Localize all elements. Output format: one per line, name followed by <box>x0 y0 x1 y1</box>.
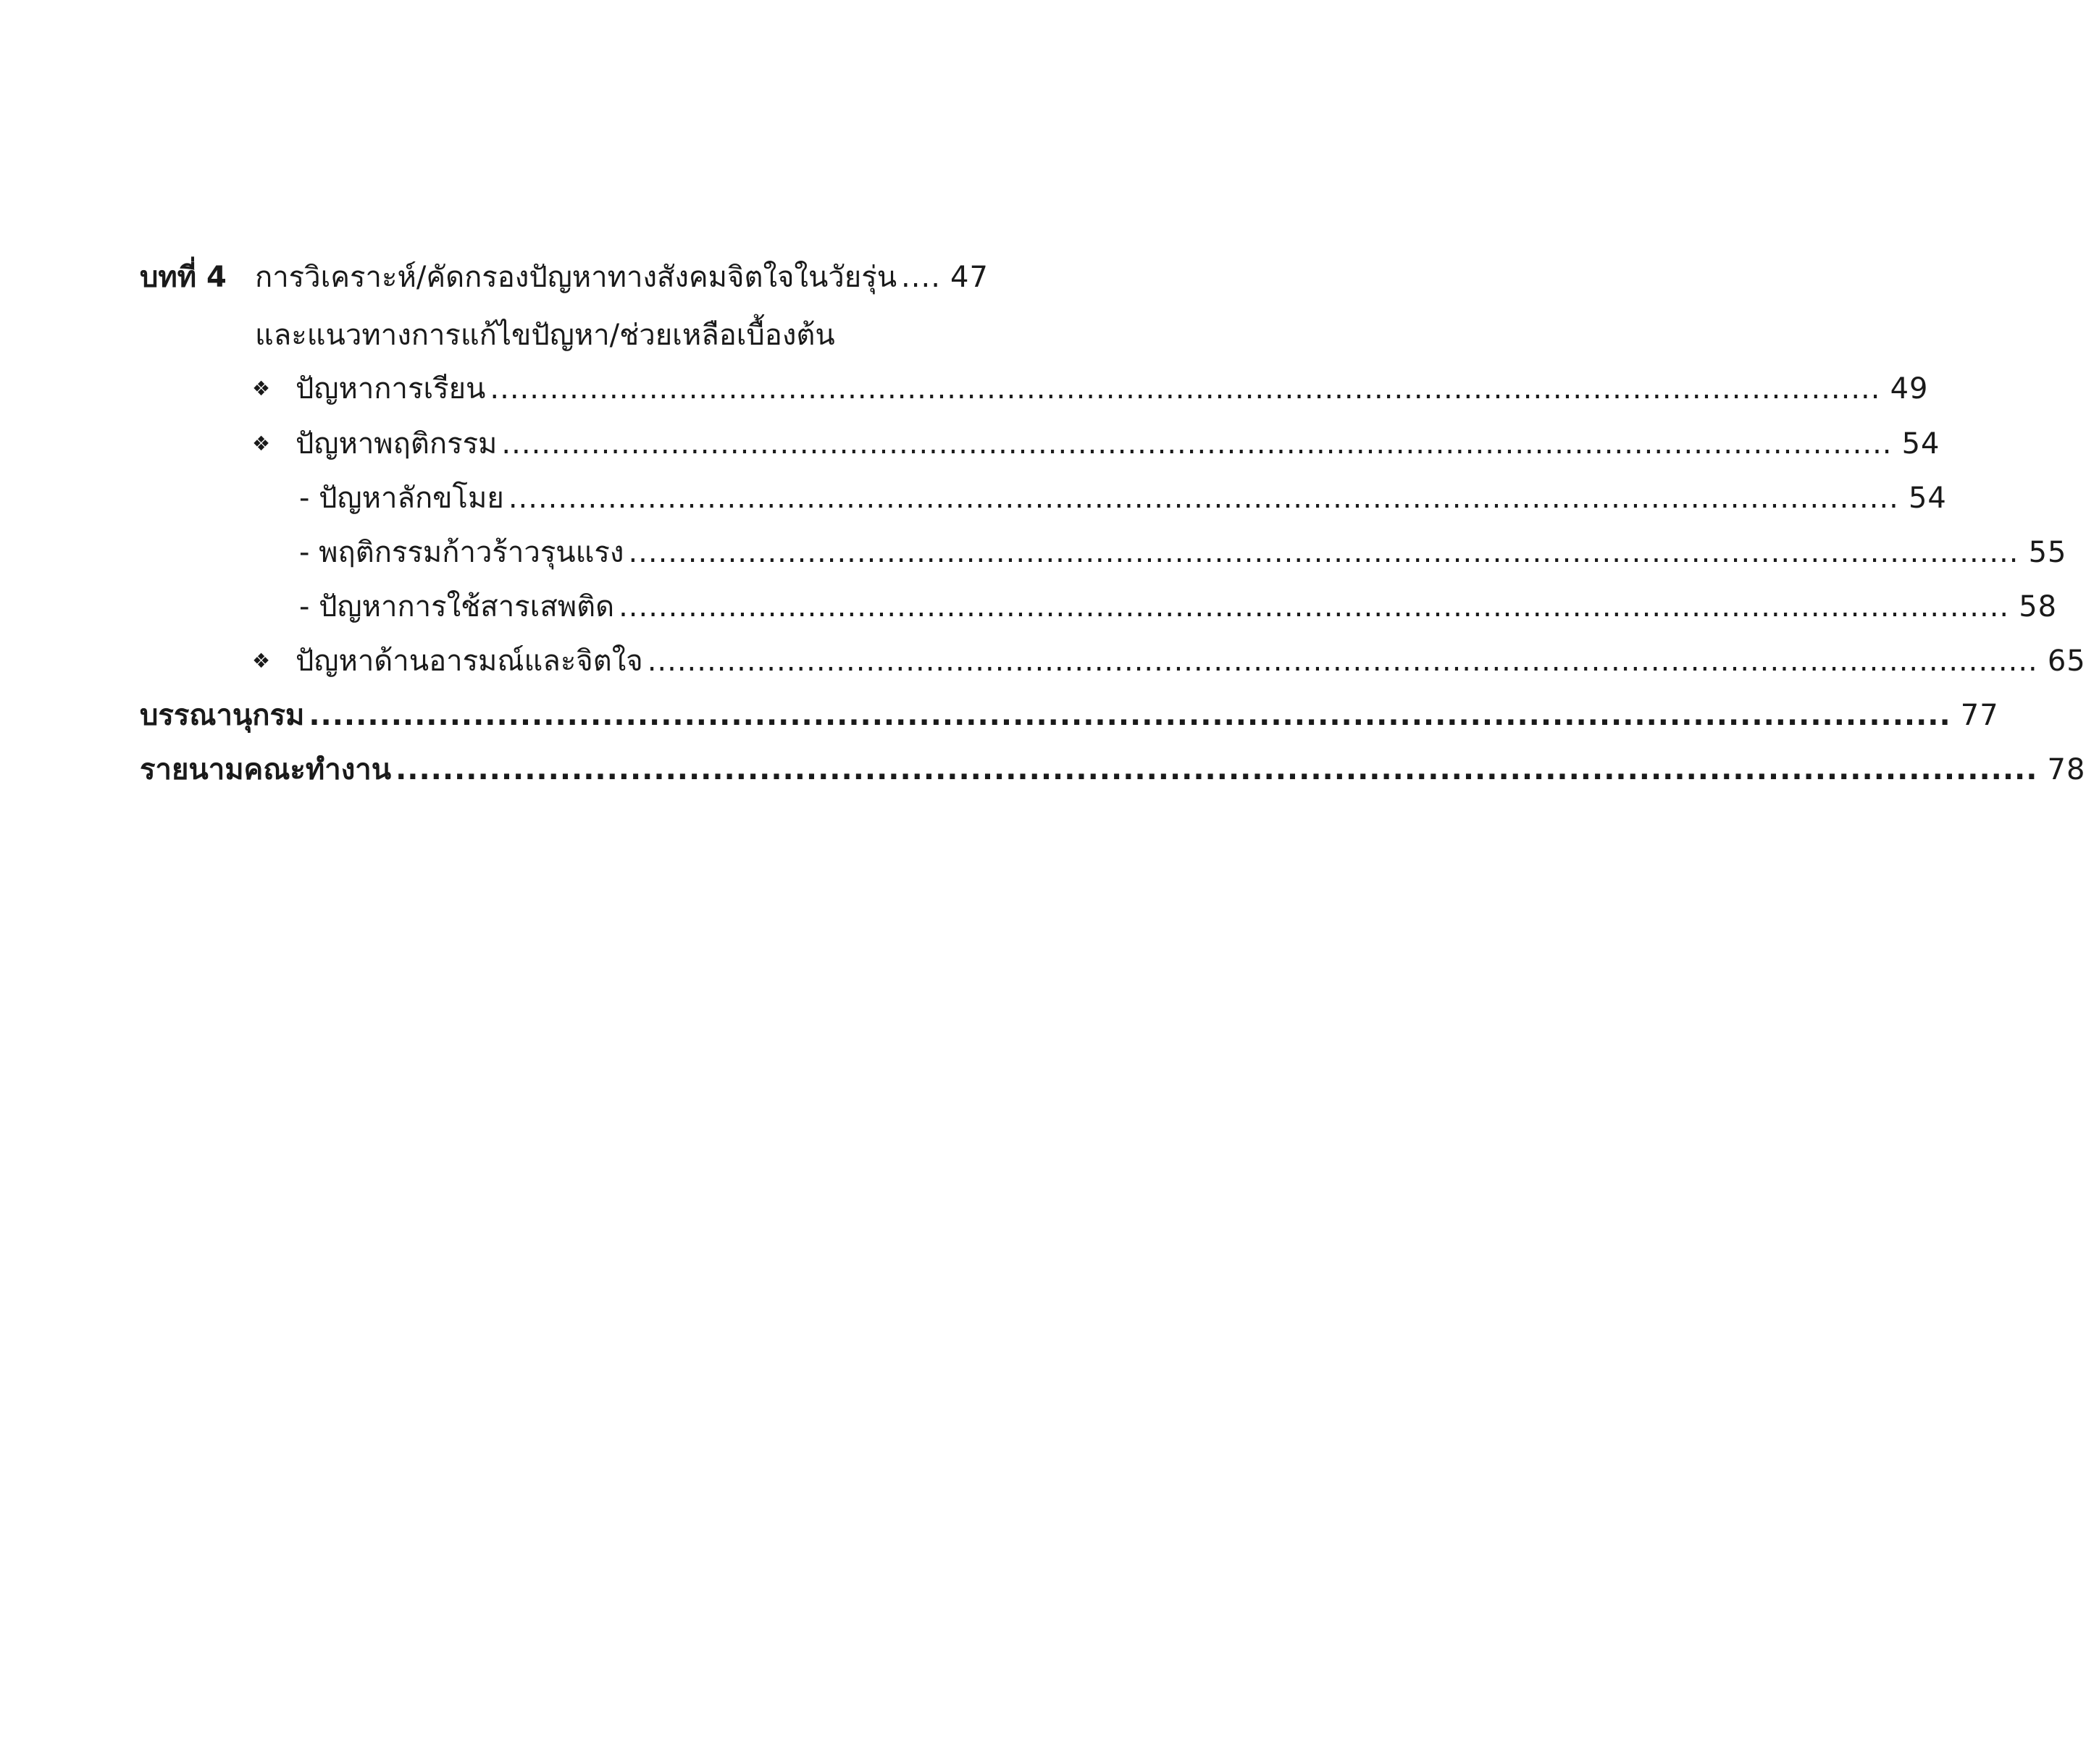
page-number: 78 <box>2047 753 2086 786</box>
page-number: 49 <box>1890 372 1929 406</box>
toc-entry-working-team <box>140 744 2086 795</box>
diamond-bullet-icon: ❖ <box>252 377 271 400</box>
chapter-title-line2-row <box>255 310 1007 361</box>
chapter-label: บทที่ 4 <box>140 261 227 294</box>
page-number: 58 <box>2019 590 2058 623</box>
toc-entry <box>296 636 2086 686</box>
page-number: 65 <box>2047 644 2086 678</box>
page-number: 54 <box>1901 427 1940 461</box>
toc-entry <box>296 419 1940 469</box>
dot-leader: ............................................................................................................................................ <box>501 427 1893 461</box>
dot-leader: ............................................................................................................................................ <box>619 590 2010 623</box>
toc-entry <box>296 364 1929 414</box>
entry-title: รายนามคณะทำงาน <box>140 753 392 786</box>
page-number: 77 <box>1960 699 1999 732</box>
dot-leader: ............................................................................................................................................ <box>395 753 2038 786</box>
entry-title: - ปัญหาการใช้สารเสพติด <box>299 590 615 623</box>
page-number: 54 <box>1908 482 1947 515</box>
dot-leader: .... <box>901 261 941 294</box>
entry-title: ปัญหาด้านอารมณ์และจิตใจ <box>296 644 643 678</box>
toc-entry-bibliography <box>140 690 1999 741</box>
toc-subentry <box>299 527 2067 578</box>
dot-leader: ............................................................................................................................................ <box>628 536 2019 569</box>
diamond-bullet-icon: ❖ <box>252 649 271 673</box>
chapter-title-line2: และแนวทางการแก้ไขปัญหา/ช่วยเหลือเบื้องต้น <box>255 319 835 352</box>
entry-title: - พฤติกรรมก้าวร้าวรุนแรง <box>299 536 624 569</box>
dot-leader: ............................................................................................................................................ <box>508 482 1899 515</box>
toc-subentry <box>299 581 2058 632</box>
dot-leader: ............................................................................................................................................ <box>647 644 2038 678</box>
entry-title: - ปัญหาลักขโมย <box>299 482 504 515</box>
diamond-bullet-icon: ❖ <box>252 432 271 455</box>
entry-title: ปัญหาการเรียน <box>296 372 486 406</box>
entry-title: ปัญหาพฤติกรรม <box>296 427 498 461</box>
entry-title: บรรณานุกรม <box>140 699 305 732</box>
dot-leader: ............................................................................................................................................ <box>490 372 1881 406</box>
chapter-title-line1: การวิเคราะห์/คัดกรองปัญหาทางสังคมจิตใจในวัยรุ่น <box>255 261 897 294</box>
toc-entry-chapter-4 <box>255 252 1007 303</box>
toc-subentry <box>299 473 1947 524</box>
dot-leader: ............................................................................................................................................ <box>309 699 1951 732</box>
page-number: 47 <box>950 261 989 294</box>
page-number: 55 <box>2028 536 2067 569</box>
